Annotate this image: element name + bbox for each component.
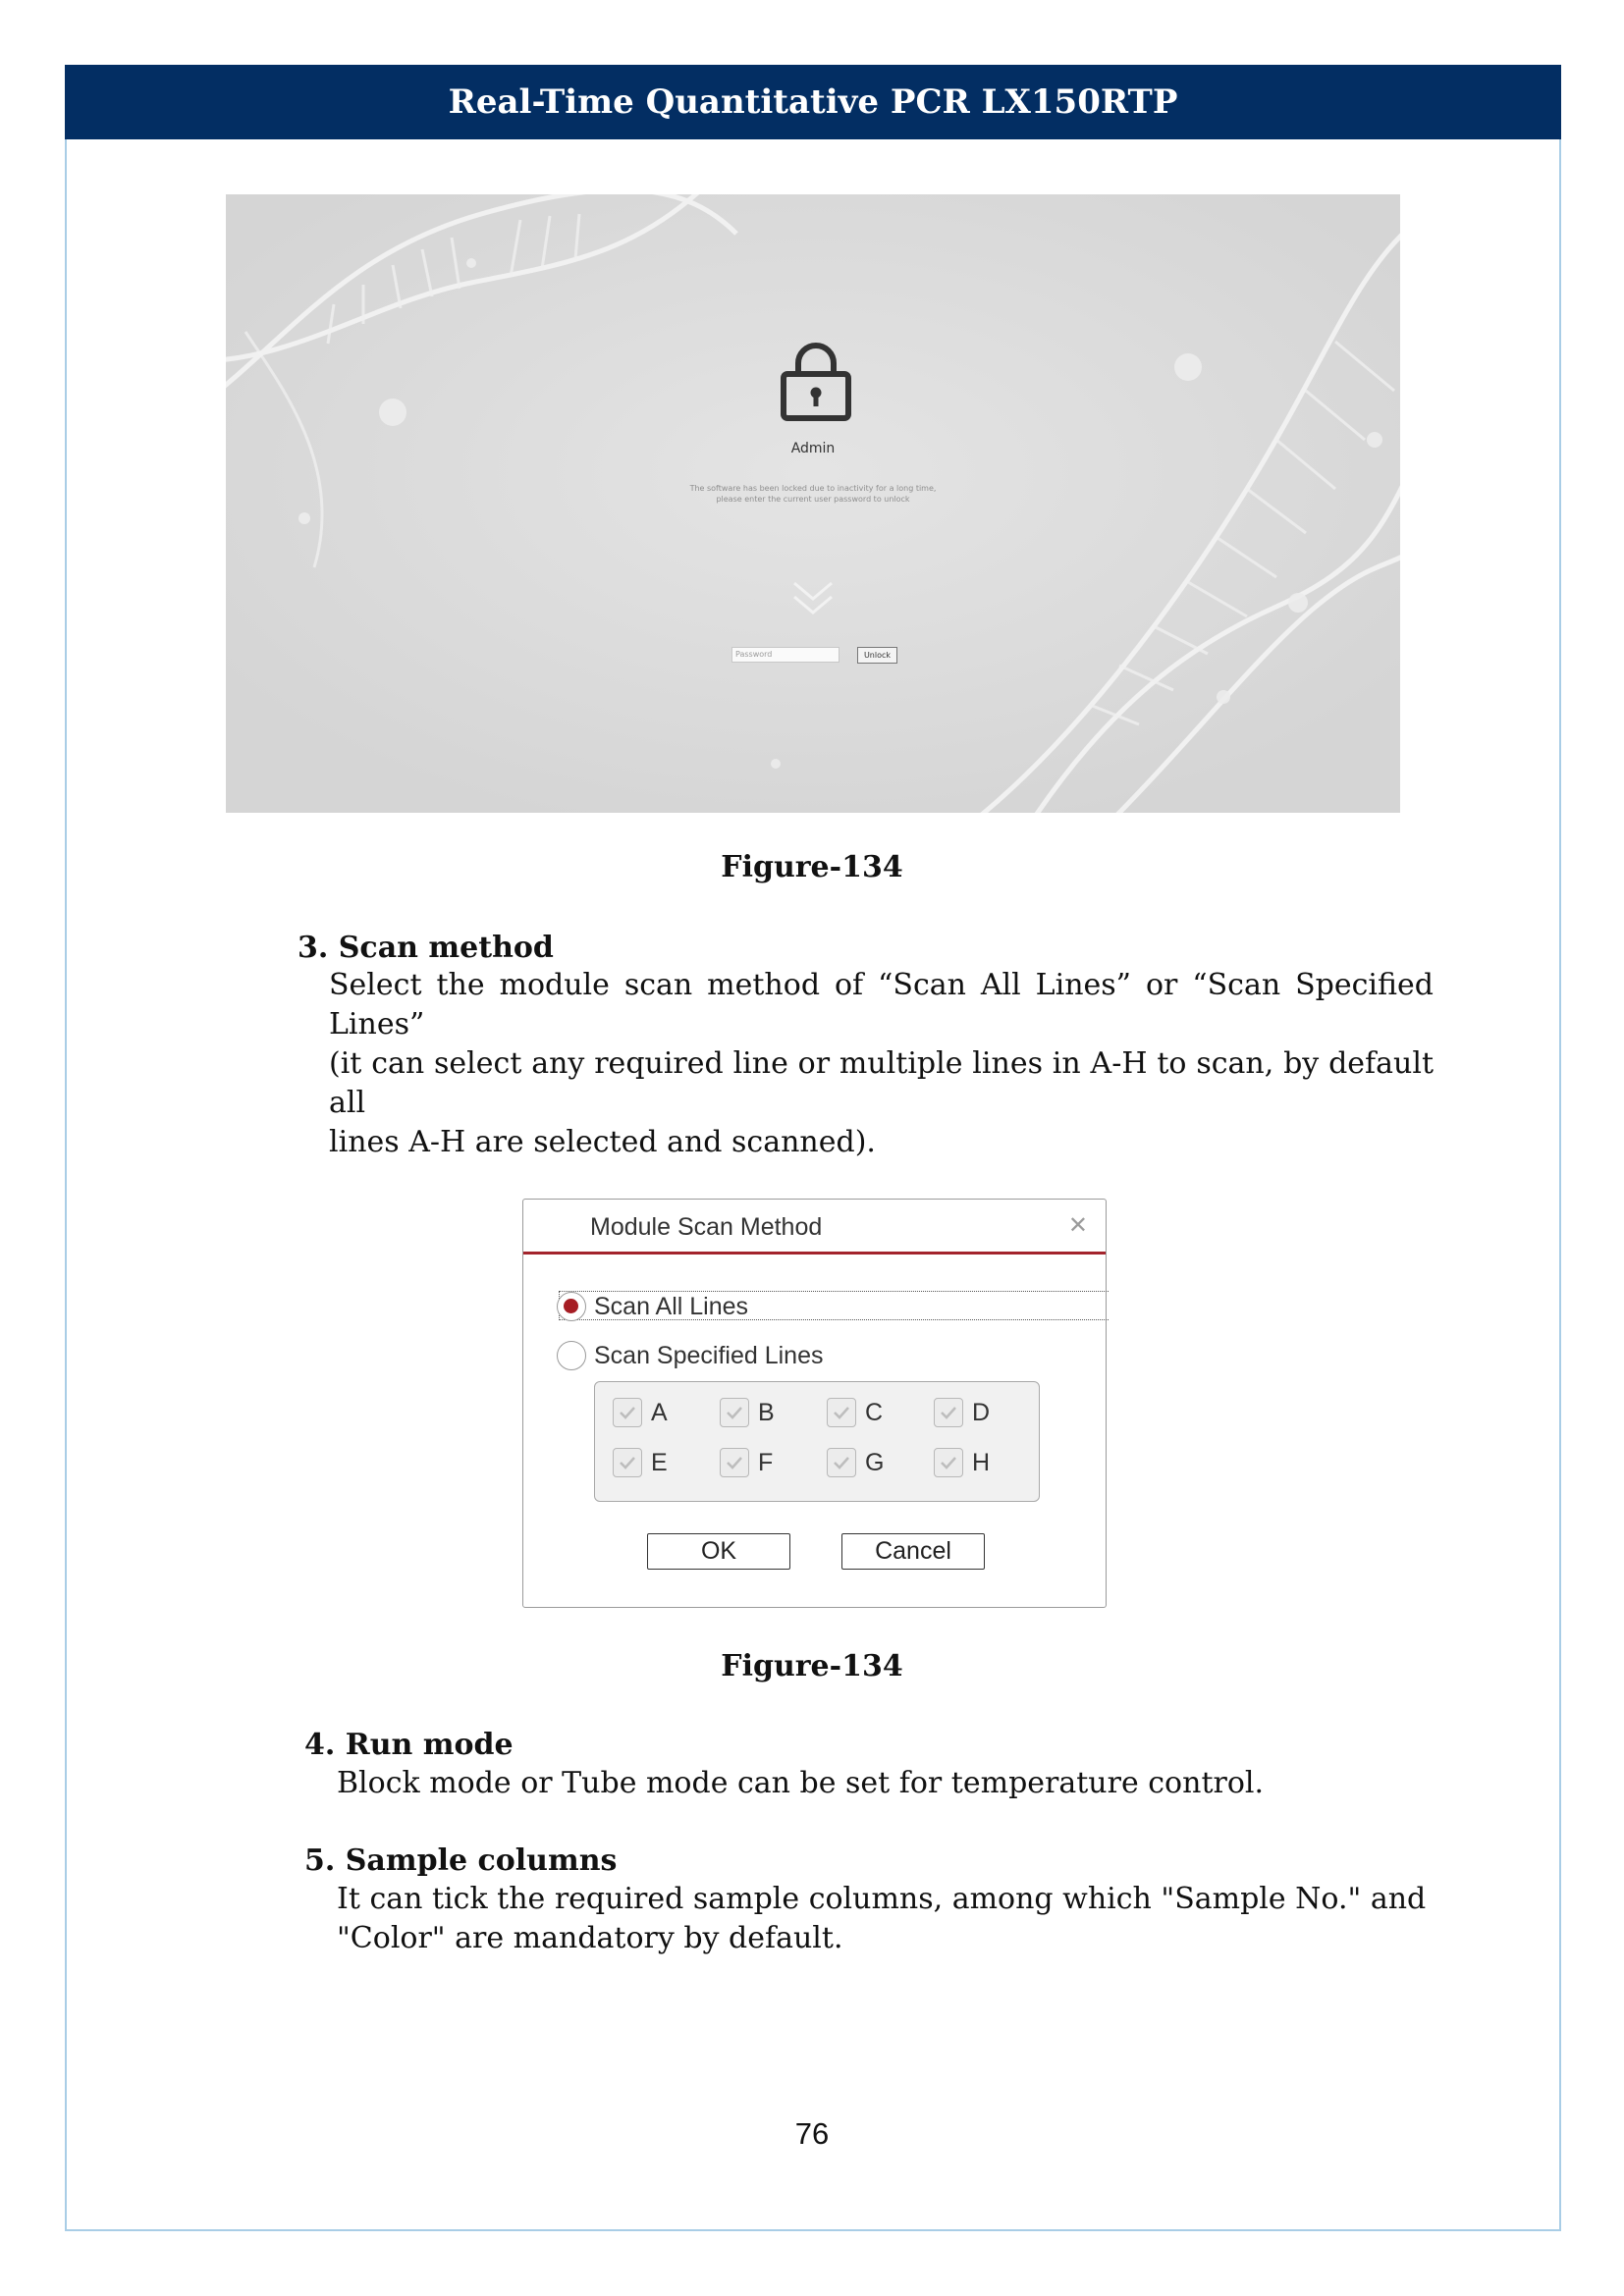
radio-button-selected[interactable] bbox=[557, 1292, 586, 1321]
checkmark-icon bbox=[832, 1455, 851, 1470]
body-line: Block mode or Tube mode can be set for temperature control. bbox=[337, 1766, 1265, 1800]
checkbox-line-g[interactable] bbox=[827, 1448, 884, 1477]
lock-icon bbox=[779, 342, 853, 422]
section-body-sample-columns bbox=[337, 1880, 1434, 1958]
lock-user-name: Admin bbox=[790, 441, 836, 456]
radio-scan-all-lines[interactable] bbox=[557, 1290, 748, 1323]
checkmark-icon bbox=[939, 1405, 958, 1420]
body-line: It can tick the required sample columns, among which "Sample No." and bbox=[337, 1882, 1427, 1916]
checkmark-icon bbox=[725, 1455, 744, 1470]
figure-caption: Figure-134 bbox=[721, 850, 903, 884]
checkbox-label: E bbox=[651, 1448, 668, 1476]
unlock-button[interactable]: Unlock bbox=[857, 647, 897, 664]
checkmark-icon bbox=[618, 1405, 637, 1420]
checkmark-icon bbox=[939, 1455, 958, 1470]
checkbox[interactable] bbox=[934, 1448, 963, 1477]
body-line: lines A-H are selected and scanned). bbox=[329, 1125, 876, 1159]
checkbox[interactable] bbox=[613, 1448, 642, 1477]
checkbox[interactable] bbox=[827, 1398, 856, 1427]
body-line: "Color" are mandatory by default. bbox=[337, 1921, 843, 1955]
checkbox-line-b[interactable] bbox=[720, 1398, 775, 1427]
checkbox[interactable] bbox=[613, 1398, 642, 1427]
checkmark-icon bbox=[725, 1405, 744, 1420]
page-number: 76 bbox=[794, 2116, 830, 2151]
checkbox-line-c[interactable] bbox=[827, 1398, 883, 1427]
section-heading-scan-method: 3. Scan method bbox=[298, 931, 554, 965]
section-heading-run-mode: 4. Run mode bbox=[304, 1728, 514, 1762]
checkbox[interactable] bbox=[827, 1448, 856, 1477]
line-selection-group bbox=[594, 1381, 1040, 1502]
lock-screen-screenshot bbox=[226, 194, 1400, 813]
module-scan-method-dialog bbox=[522, 1199, 1107, 1608]
checkbox-line-e[interactable] bbox=[613, 1448, 668, 1477]
page-header bbox=[65, 65, 1561, 139]
lock-message-line: The software has been locked due to inactivity for a long time, bbox=[689, 484, 937, 493]
radio-scan-specified-lines[interactable] bbox=[557, 1339, 823, 1372]
checkbox[interactable] bbox=[934, 1398, 963, 1427]
checkbox-line-a[interactable] bbox=[613, 1398, 668, 1427]
checkbox[interactable] bbox=[720, 1448, 749, 1477]
checkbox-label: C bbox=[865, 1398, 884, 1426]
lock-message-line: please enter the current user password to unlock bbox=[716, 495, 910, 504]
checkbox-label: F bbox=[758, 1448, 774, 1476]
checkbox-label: A bbox=[651, 1398, 668, 1426]
dialog-title: Module Scan Method bbox=[590, 1213, 823, 1241]
cancel-button[interactable]: Cancel bbox=[841, 1533, 985, 1570]
lock-message bbox=[226, 483, 1400, 505]
checkbox-label: B bbox=[758, 1398, 775, 1426]
radio-label: Scan Specified Lines bbox=[594, 1341, 824, 1369]
checkmark-icon bbox=[832, 1405, 851, 1420]
radio-button[interactable] bbox=[557, 1341, 586, 1370]
checkbox-label: D bbox=[972, 1398, 991, 1426]
section-body-scan-method bbox=[329, 966, 1434, 1162]
password-input[interactable]: Password bbox=[731, 647, 839, 663]
body-line: Select the module scan method of “Scan All Lines” or “Scan Specified Lines” bbox=[329, 968, 1434, 1041]
checkbox-label: H bbox=[972, 1448, 991, 1476]
checkbox[interactable] bbox=[720, 1398, 749, 1427]
dialog-title-divider bbox=[523, 1252, 1106, 1255]
figure-caption: Figure-134 bbox=[721, 1649, 903, 1683]
section-heading-sample-columns: 5. Sample columns bbox=[304, 1843, 618, 1878]
ok-button[interactable]: OK bbox=[647, 1533, 790, 1570]
checkbox-line-d[interactable] bbox=[934, 1398, 990, 1427]
radio-label: Scan All Lines bbox=[594, 1292, 749, 1320]
header-title: Real-Time Quantitative PCR LX150RTP bbox=[448, 82, 1178, 122]
section-body-run-mode bbox=[337, 1764, 1436, 1803]
double-chevron-down-icon bbox=[788, 577, 838, 620]
checkbox-line-f[interactable] bbox=[720, 1448, 773, 1477]
checkbox-label: G bbox=[865, 1448, 885, 1476]
checkbox-line-h[interactable] bbox=[934, 1448, 990, 1477]
close-icon[interactable]: ✕ bbox=[1067, 1212, 1088, 1239]
checkmark-icon bbox=[618, 1455, 637, 1470]
body-line: (it can select any required line or multiple lines in A-H to scan, by default all bbox=[329, 1046, 1434, 1120]
